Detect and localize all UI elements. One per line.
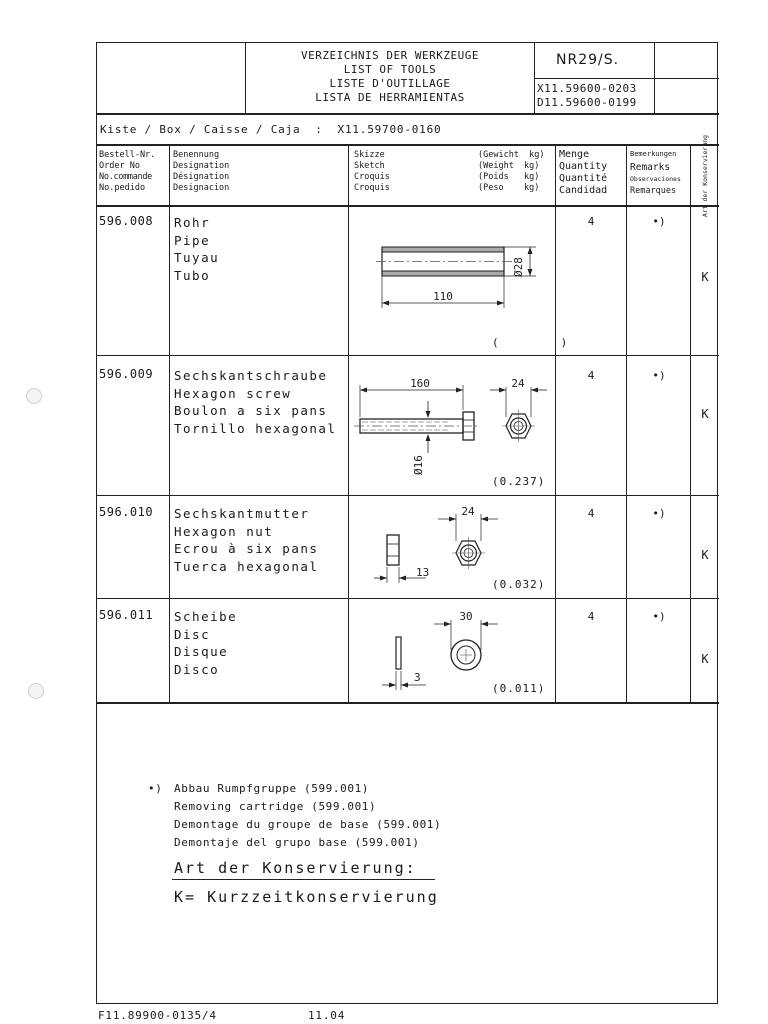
weight-value: ( ) xyxy=(492,336,569,349)
conservation-code: K xyxy=(701,652,709,666)
quantity-value: 4 xyxy=(587,369,595,382)
order-number: 596.009 xyxy=(99,367,154,381)
designation-de: Rohr xyxy=(174,215,211,230)
designation-fr: Disque xyxy=(174,644,229,659)
disc-diameter-label: 30 xyxy=(459,610,473,623)
designation-en: Pipe xyxy=(174,232,211,248)
screw-diameter-label: Ø16 xyxy=(412,455,425,475)
punch-hole-bottom xyxy=(28,683,44,699)
pipe-diameter-label: Ø28 xyxy=(512,257,525,277)
quantity-value: 4 xyxy=(587,507,595,520)
title-line-fr: LISTE D'OUTILLAGE xyxy=(329,77,451,90)
footnote-line-es: Demontaje del grupo base (599.001) xyxy=(174,836,420,849)
box-label: Kiste / Box / Caisse / Caja : X11.59700-0160 xyxy=(100,123,442,136)
designation-en: Hexagon screw xyxy=(174,385,292,401)
column-header-conservation: Art der Konservierung xyxy=(700,134,709,218)
sheet-number: NR29/S. xyxy=(556,52,620,68)
order-number: 596.010 xyxy=(99,505,154,519)
quantity-value: 4 xyxy=(587,610,595,623)
pipe-sketch xyxy=(350,207,554,354)
quantity-value: 4 xyxy=(587,215,595,228)
footnote-line-de: Abbau Rumpfgruppe (599.001) xyxy=(174,782,370,795)
screw-length-label: 160 xyxy=(410,377,430,390)
nut-thickness-label: 13 xyxy=(416,566,430,579)
nut-across-flats-label: 24 xyxy=(461,505,475,518)
designation-en: Disc xyxy=(174,626,211,642)
order-number: 596.011 xyxy=(99,608,154,622)
conservation-code: K xyxy=(701,548,709,562)
designation-de: Sechskantmutter xyxy=(174,506,310,521)
footnote-line-fr: Demontage du groupe de base (599.001) xyxy=(174,818,442,831)
conservation-title: Art der Konservierung: xyxy=(174,859,417,877)
conservation-code: K xyxy=(701,407,709,421)
designation-es: Disco xyxy=(174,661,220,677)
weight-value: (0.237) xyxy=(492,475,546,488)
form-date: 11.04 xyxy=(308,1009,346,1022)
weight-value: (0.032) xyxy=(492,578,546,591)
hexagon-screw-sketch xyxy=(350,357,554,494)
reference-d: D11.59600-0199 xyxy=(537,96,637,109)
title-line-en: LIST OF TOOLS xyxy=(343,63,437,76)
remark-marker: •) xyxy=(652,369,666,382)
designation-en: Hexagon nut xyxy=(174,523,274,539)
designation-fr: Boulon a six pans xyxy=(174,403,328,418)
designation-fr: Tuyau xyxy=(174,250,220,265)
designation-fr: Ecrou à six pans xyxy=(174,541,319,556)
conservation-code: K xyxy=(701,270,709,284)
disc-thickness-label: 3 xyxy=(414,671,421,684)
remark-marker: •) xyxy=(652,610,666,623)
designation-de: Scheibe xyxy=(174,609,238,624)
title-line-de: VERZEICHNIS DER WERKZEUGE xyxy=(300,49,480,62)
remark-marker: •) xyxy=(652,215,666,228)
weight-value: (0.011) xyxy=(492,682,546,695)
remark-marker: •) xyxy=(652,507,666,520)
conservation-title-underline xyxy=(172,879,435,880)
conservation-key: K= Kurzzeitkonservierung xyxy=(174,888,439,906)
designation-es: Tubo xyxy=(174,267,211,283)
footnote-line-en: Removing cartridge (599.001) xyxy=(174,800,377,813)
form-number: F11.89900-0135/4 xyxy=(98,1009,217,1022)
reference-x: X11.59600-0203 xyxy=(537,82,637,95)
punch-hole-top xyxy=(26,388,42,404)
designation-de: Sechskantschraube xyxy=(174,368,328,383)
pipe-length-label: 110 xyxy=(433,290,453,303)
title-line-es: LISTA DE HERRAMIENTAS xyxy=(315,91,465,104)
designation-es: Tornillo hexagonal xyxy=(174,420,337,436)
designation-es: Tuerca hexagonal xyxy=(174,558,319,574)
screw-across-flats-label: 24 xyxy=(511,377,525,390)
footnote-marker: •) xyxy=(148,782,163,795)
order-number: 596.008 xyxy=(99,214,154,228)
